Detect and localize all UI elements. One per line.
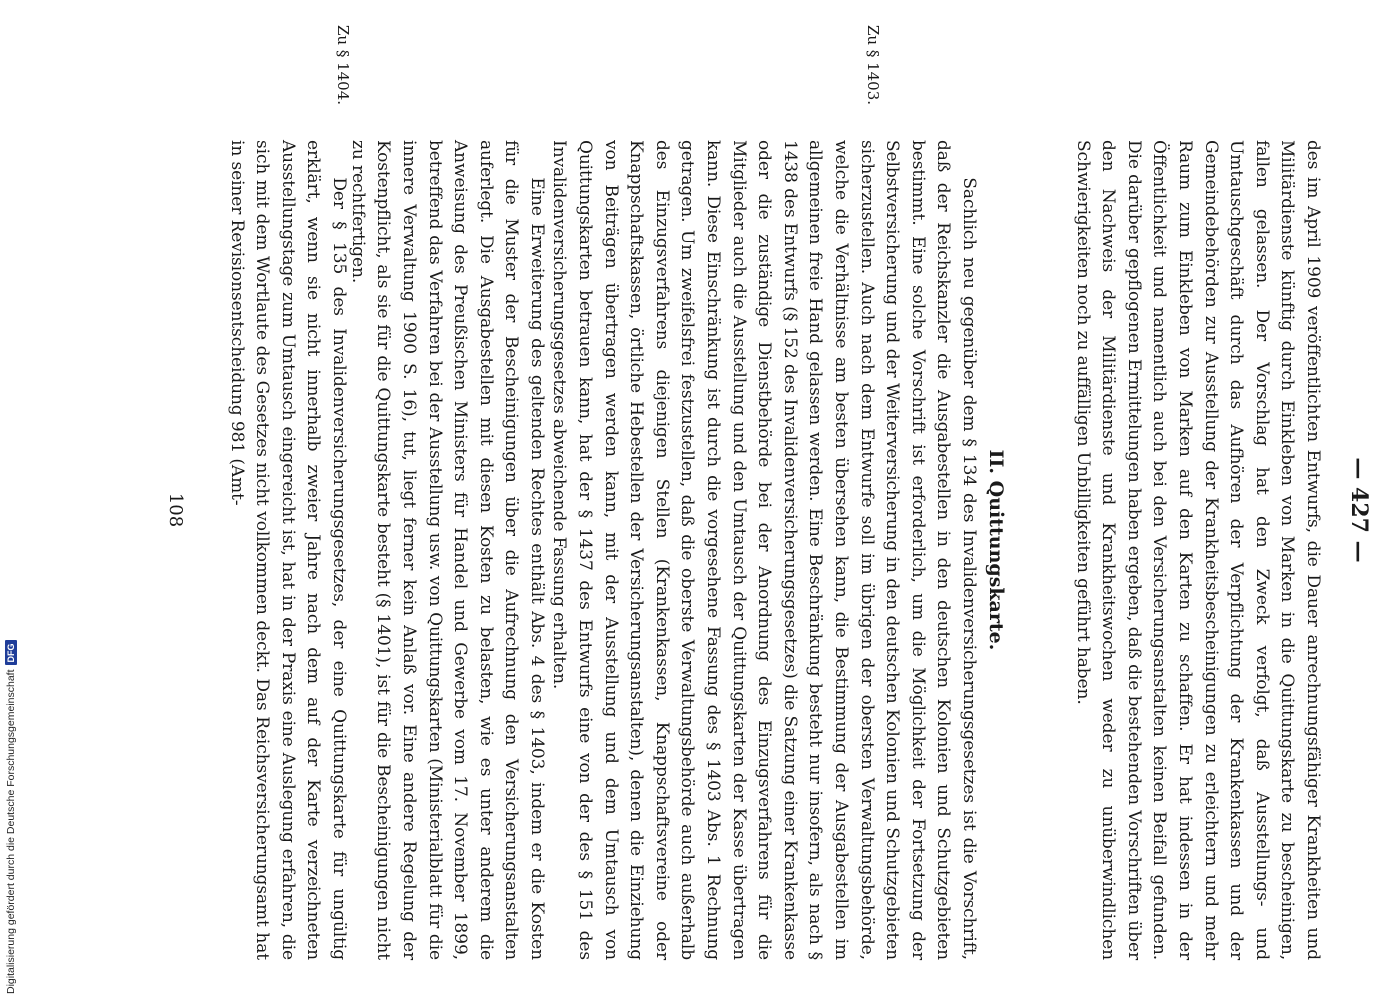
paragraph-intro: des im April 1909 veröffentlichten Entwurfs, die Dauer anrechnungsfähiger Krankheiten und Militärdienste künftig durch Einkleben von Marken in die Quittungskarte zu bescheinigen, fallen gelassen. Der Vorschlag hat den Zweck verfolgt, daß Ausstellungs- und Umtauschgeschäft durch das Aufhören der Verpflichtung der Krankenkassen und der Gemeindebehörden zur Ausstellung der Krankheitsbescheinigungen zu erleichtern und mehr Raum zum Einkleben von Marken auf den Karten zu schaffen. Er hat indessen in der Öffentlichkeit und namentlich auch bei den Versicherungsanstalten keinen Beifall gefunden. Die darüber gepflogenen Ermittelungen haben ergeben, daß die bestehenden Vorschriften über den Nachweis der Militärdienste und Krankheitswochen weder zu unüberwindlichen Schwierigkeiten noch zu auffälligen Unbilligkeiten geführt haben. — [1072, 140, 1323, 960]
paragraph-paragraph-135: Der § 135 des Invalidenversicherungsgesetzes, der eine Quittungskarte für ungültig erklärt, wenn sie nicht innerhalb zweier Jahre nach dem auf der Karte verzeichneten Ausstellungstage zum Umtausch eingereicht ist, hat in der Praxis eine Auslegung erfahren, die sich mit dem Wortlaute des Gesetzes nicht vollkommen deckt. Das Reichsversicherungsamt hat in seiner Revisionsentscheidung 981 (Amt- — [226, 140, 349, 960]
sheet-number: 108 — [165, 492, 186, 528]
paragraph-erweiterung: Eine Erweiterung des geltenden Rechtes enthält Abs. 4 des § 1403, indem er die Kosten für die Muster der Bescheinigungen über die Aufrechnung den Versicherungsanstalten auferlegt. Die Ausgabestellen mit diesen Kosten zu belasten, wie es unter anderem die Anweisung des Preußischen Ministers für Handel und Gewerbe vom 17. November 1899, betreffend das Verfahren bei der Ausstellung usw. von Quittungskarten (Ministerialblatt für die innere Verwaltung 1900 S. 16), tut, liegt ferner kein Anlaß vor. Eine andere Regelung der Kostenpflicht, als sie für die Quittungskarte besteht (§ 1401), ist für die Bescheinigungen nicht zu rechtfertigen. — [347, 140, 547, 960]
paragraph-ausgabestellen: Sachlich neu gegenüber dem § 134 des Invalidenversicherungsgesetzes ist die Vorschrift, daß der Reichskanzler die Ausgabestellen in den deutschen Kolonien und Schutzgebieten bestimmt. Eine solche Vorschrift ist erforderlich, um die Möglichkeit der Fortsetzung der Selbstversicherung und der Weiterversicherung in den deutschen Kolonien und Schutzgebieten sicherzustellen. Auch nach dem Entwurfe soll im übrigen der obersten Verwaltungsbehörde, welche die Verhältnisse am besten übersehen kann, die Bestimmung der Ausgabestellen im allgemeinen freie Hand gelassen werden. Eine Beschränkung besteht nur insofern, als nach § 1438 des Entwurfs (§ 152 des Invalidenversicherungsgesetzes) die Satzung einer Krankenkasse oder die zuständige Dienstbehörde bei der Anordnung des Einzugsverfahrens für die Mitglieder auch die Ausstellung und den Umtausch der Quittungskarten der Kasse übertragen kann. Diese Einschränkung ist durch die vorgesehene Fassung des § 1403 Abs. 1 Rechnung getragen. Um zweifelsfrei festzustellen, daß die oberste Verwaltungsbehörde auch außerhalb des Einzugsverfahrens diejenigen Stellen (Krankenkassen, Knappschaftsvereine oder Knappschaftskassen, örtliche Hebestellen der Versicherungsanstalten), denen die Einziehung von Beiträgen übertragen werden kann, mit der Ausstellung und dem Umtausch von Quittungskarten betrauen kann, hat der § 1437 des Entwurfs eine von der des § 151 des Invalidenversicherungsgesetzes abweichende Fassung erhalten. — [549, 140, 979, 960]
margin-note-1403: Zu § 1403. — [864, 24, 882, 106]
margin-note-1404: Zu § 1404. — [334, 24, 352, 106]
page-number: — 427 — — [1346, 457, 1372, 563]
section-heading: II. Quittungskarte. — [985, 449, 1007, 651]
dfg-logo: DFG — [5, 640, 17, 665]
digitization-credit — [0, 0, 22, 1000]
credit-text: Digitalisierung gefördert durch die Deutsche Forschungsgemeinschaft — [5, 669, 17, 994]
